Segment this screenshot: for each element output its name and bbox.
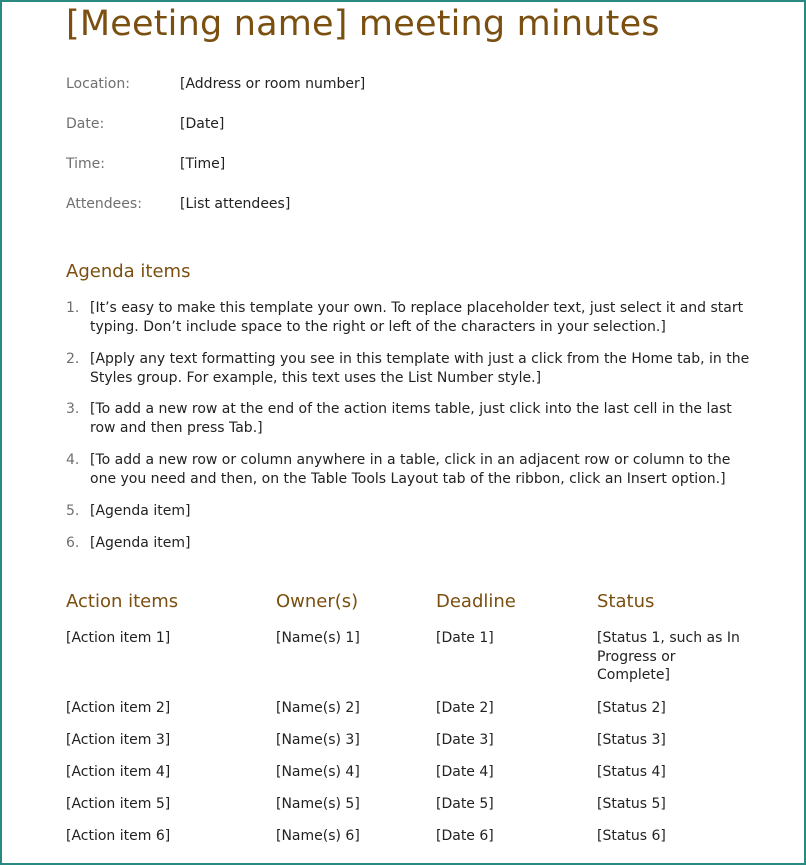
table-cell-owner[interactable]: [Name(s) 6]	[276, 828, 360, 844]
table-cell-status[interactable]: [Status 3]	[597, 732, 666, 748]
table-cell-action[interactable]: [Action item 6]	[66, 828, 171, 844]
agenda-item-text[interactable]: [To add a new row at the end of the action items table, just click into the last cell in the last row and then press Tab.]	[90, 401, 732, 436]
table-cell-owner[interactable]: [Name(s) 1]	[276, 630, 360, 646]
detail-label: Location:	[66, 76, 130, 92]
agenda-item-text[interactable]: [It’s easy to make this template your own. To replace placeholder text, just select it and start typing. Don’t include space to the right or left of the characters in your selection.]	[90, 300, 744, 335]
agenda-item-number: 1.	[66, 300, 80, 316]
table-cell-deadline[interactable]: [Date 5]	[436, 796, 494, 812]
agenda-heading: Agenda items	[66, 261, 191, 282]
table-header-action-items: Action items	[66, 591, 179, 612]
detail-value[interactable]: [Address or room number]	[180, 76, 366, 92]
table-cell-action[interactable]: [Action item 5]	[66, 796, 171, 812]
table-header-status: Status	[597, 591, 655, 612]
detail-value[interactable]: [Date]	[180, 116, 225, 132]
agenda-item-text[interactable]: [To add a new row or column anywhere in a table, click in an adjacent row or column to the one you need and then, on the Table Tools Layout tab of the ribbon, click an Insert option.]	[90, 452, 731, 487]
table-cell-status[interactable]: [Status 2]	[597, 700, 666, 716]
table-header-owners: Owner(s)	[276, 591, 359, 612]
table-cell-status[interactable]: [Status 1, such as In Progress or Complete]	[597, 630, 740, 683]
table-cell-owner[interactable]: [Name(s) 3]	[276, 732, 360, 748]
agenda-item-text[interactable]: [Agenda item]	[90, 535, 191, 551]
agenda-item-text[interactable]: [Agenda item]	[90, 503, 191, 519]
table-cell-action[interactable]: [Action item 3]	[66, 732, 171, 748]
detail-label: Attendees:	[66, 196, 142, 212]
table-cell-deadline[interactable]: [Date 1]	[436, 630, 494, 646]
table-cell-action[interactable]: [Action item 2]	[66, 700, 171, 716]
table-cell-owner[interactable]: [Name(s) 2]	[276, 700, 360, 716]
detail-value[interactable]: [Time]	[180, 156, 226, 172]
table-cell-deadline[interactable]: [Date 3]	[436, 732, 494, 748]
agenda-item-number: 3.	[66, 401, 80, 417]
agenda-item-number: 2.	[66, 351, 80, 367]
table-cell-action[interactable]: [Action item 4]	[66, 764, 171, 780]
detail-value[interactable]: [List attendees]	[180, 196, 291, 212]
table-cell-owner[interactable]: [Name(s) 5]	[276, 796, 360, 812]
table-cell-status[interactable]: [Status 4]	[597, 764, 666, 780]
table-cell-owner[interactable]: [Name(s) 4]	[276, 764, 360, 780]
detail-label: Date:	[66, 116, 105, 132]
table-cell-action[interactable]: [Action item 1]	[66, 630, 171, 646]
table-cell-status[interactable]: [Status 5]	[597, 796, 666, 812]
table-cell-deadline[interactable]: [Date 4]	[436, 764, 494, 780]
table-header-deadline: Deadline	[436, 591, 516, 612]
page-title[interactable]: [Meeting name] meeting minutes	[66, 4, 660, 44]
agenda-item-number: 6.	[66, 535, 80, 551]
agenda-item-text[interactable]: [Apply any text formatting you see in this template with just a click from the Home tab, in the Styles group. For example, this text uses the List Number style.]	[90, 351, 750, 386]
table-cell-deadline[interactable]: [Date 6]	[436, 828, 494, 844]
agenda-item-number: 5.	[66, 503, 80, 519]
detail-label: Time:	[66, 156, 105, 172]
table-cell-deadline[interactable]: [Date 2]	[436, 700, 494, 716]
agenda-item-number: 4.	[66, 452, 80, 468]
table-cell-status[interactable]: [Status 6]	[597, 828, 666, 844]
